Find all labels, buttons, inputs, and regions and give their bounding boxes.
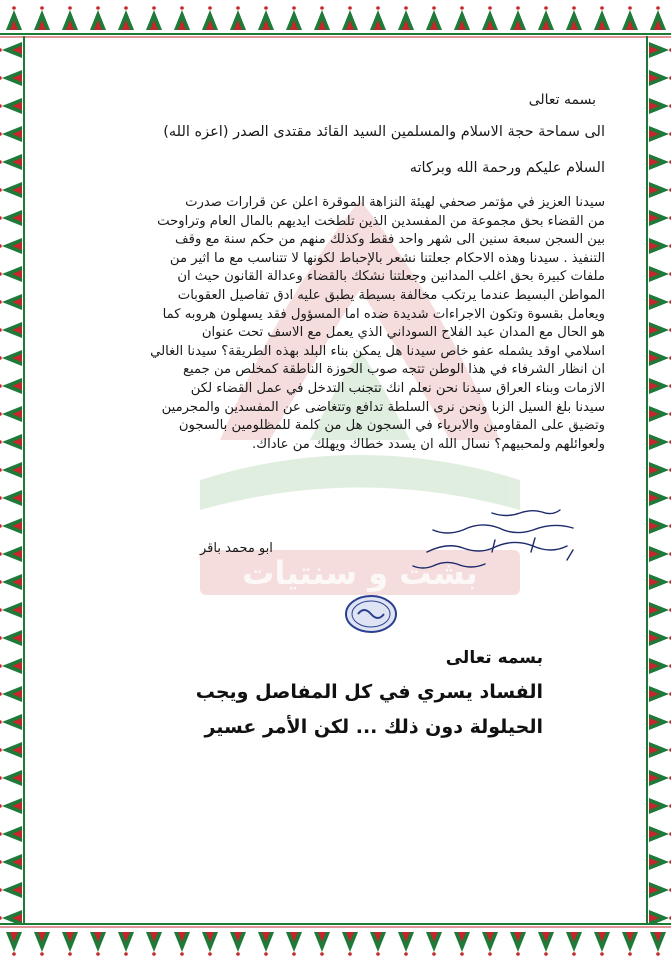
border-motif xyxy=(146,6,162,30)
body-line: من القضاء بحق مجموعة من المفسدين الذين تلطخت ايديهم بالمال العام وتراوحت xyxy=(157,213,605,229)
border-motif xyxy=(202,932,218,956)
border-motif xyxy=(510,932,526,956)
border-motif xyxy=(649,322,671,338)
border-motif xyxy=(0,182,22,198)
border-motif xyxy=(538,6,554,30)
border-motif xyxy=(286,6,302,30)
left-ornamental-border xyxy=(0,36,28,924)
body-line: وتضيق على المقاومين والابرياء في السجون هل من كلمة للمظلومين بالسجون xyxy=(178,418,605,434)
letter-greeting: السلام عليكم ورحمة الله وبركاته xyxy=(409,160,605,176)
border-motif xyxy=(649,882,671,898)
border-motif xyxy=(0,154,22,170)
border-motif xyxy=(0,714,22,730)
border-motif xyxy=(90,932,106,956)
border-motif xyxy=(34,6,50,30)
border-motif xyxy=(649,350,671,366)
border-motif xyxy=(0,490,22,506)
border-motif xyxy=(0,210,22,226)
border-motif xyxy=(0,574,22,590)
body-line: التنفيذ . سيدنا وهذه الاحكام جعلتنا نشعر بالإحباط لكونها لا تتناسب مع ما اثير من xyxy=(169,250,605,266)
reply-line-1: الفساد يسري في كل المفاصل ويجب xyxy=(195,681,543,703)
border-motif xyxy=(649,294,671,310)
border-motif xyxy=(6,932,22,956)
border-motif xyxy=(370,932,386,956)
letter-basmala: بسمه تعالى xyxy=(528,92,596,108)
border-motif xyxy=(622,932,638,956)
border-motif xyxy=(649,574,671,590)
border-motif xyxy=(649,98,671,114)
border-motif xyxy=(649,462,671,478)
border-motif xyxy=(594,6,610,30)
border-motif xyxy=(258,932,274,956)
border-motif xyxy=(0,462,22,478)
border-motif xyxy=(0,378,22,394)
border-motif xyxy=(649,126,671,142)
watermark-text: بشت و سنتيات xyxy=(242,554,478,592)
handwritten-reply xyxy=(335,498,585,583)
body-line: بين السجن سبعة سنين الى شهر واحد فقط وكذلك منهم من حكم سنة مع وقف xyxy=(175,232,605,248)
border-motif xyxy=(566,932,582,956)
body-line: ملفات كبيرة بحق اغلب المدانين وجعلتنا نشكك بالقضاء وعدالة القانون حيث ان xyxy=(177,269,605,285)
border-motif xyxy=(649,238,671,254)
letter-addressee: الى سماحة حجة الاسلام والمسلمين السيد القائد مقتدى الصدر (اعزه الله) xyxy=(163,124,605,140)
border-motif xyxy=(510,6,526,30)
border-motif xyxy=(566,6,582,30)
border-motif xyxy=(0,70,22,86)
border-motif xyxy=(482,6,498,30)
body-line: ويعامل بقسوة وتكون الاجراءات شديدة ضده اما المسؤول فقد يسهلون هروبه كما xyxy=(162,306,605,322)
bottom-ornamental-border xyxy=(0,920,671,960)
border-motif xyxy=(0,910,22,924)
body-line: المواطن البسيط عندما يرتكب مخالفة بسيطة يطبق عليه ادق تفاصيل العقوبات xyxy=(177,287,605,303)
border-motif xyxy=(649,798,671,814)
border-motif xyxy=(0,798,22,814)
body-line: اسلامي اوقد يشمله عفو خاص سيدنا هل يمكن بناء البلد بهذه الطريقة؟ سيدنا الغالي xyxy=(150,343,605,359)
border-motif xyxy=(538,932,554,956)
border-motif xyxy=(118,932,134,956)
border-motif xyxy=(0,770,22,786)
border-motif xyxy=(454,932,470,956)
border-motif xyxy=(649,70,671,86)
border-motif xyxy=(649,546,671,562)
border-motif xyxy=(0,98,22,114)
border-motif xyxy=(0,406,22,422)
body-line: سيدنا بلغ السيل الزبا ونحن نرى السلطة تدافع وتتغاضى عن المفسدين والمجرمين xyxy=(161,399,605,415)
border-motif xyxy=(0,294,22,310)
border-motif xyxy=(6,6,22,30)
border-motif xyxy=(650,932,666,956)
border-motif xyxy=(0,742,22,758)
border-motif xyxy=(0,546,22,562)
border-motif xyxy=(649,686,671,702)
body-line: هو الحال مع المدان عبد الفلاح السوداني الذي يعمل مع الاسف تحت عنوان xyxy=(201,325,605,341)
border-motif xyxy=(426,6,442,30)
body-line: الازمات وبناء العراق سيدنا نحن نعلم انك تتجنب التدخل في عمل القضاء لكن xyxy=(190,380,605,396)
border-motif xyxy=(90,6,106,30)
border-motif xyxy=(594,932,610,956)
border-motif xyxy=(649,630,671,646)
border-motif xyxy=(314,6,330,30)
border-motif xyxy=(0,42,22,58)
border-motif xyxy=(398,932,414,956)
border-motif xyxy=(0,658,22,674)
border-motif xyxy=(0,630,22,646)
border-motif xyxy=(0,238,22,254)
border-motif xyxy=(174,6,190,30)
border-motif xyxy=(0,266,22,282)
border-motif xyxy=(34,932,50,956)
border-motif xyxy=(482,932,498,956)
border-motif xyxy=(649,658,671,674)
border-motif xyxy=(649,210,671,226)
border-motif xyxy=(649,518,671,534)
border-motif xyxy=(649,42,671,58)
border-motif xyxy=(426,932,442,956)
signature-name: ابو محمد باقر xyxy=(200,541,273,556)
right-ornamental-border xyxy=(643,36,671,924)
border-motif xyxy=(649,434,671,450)
border-motif xyxy=(0,854,22,870)
border-motif xyxy=(649,602,671,618)
border-motif xyxy=(286,932,302,956)
border-motif xyxy=(0,686,22,702)
border-motif xyxy=(230,932,246,956)
reply-basmala: بسمه تعالى xyxy=(445,648,543,668)
border-motif xyxy=(62,932,78,956)
border-motif xyxy=(62,6,78,30)
border-motif xyxy=(622,6,638,30)
border-motif xyxy=(370,6,386,30)
border-motif xyxy=(0,126,22,142)
border-motif xyxy=(649,266,671,282)
border-motif xyxy=(202,6,218,30)
border-motif xyxy=(649,714,671,730)
office-seal-stamp xyxy=(344,594,398,634)
border-motif xyxy=(649,378,671,394)
border-motif xyxy=(649,910,671,924)
border-motif xyxy=(649,742,671,758)
border-motif xyxy=(0,350,22,366)
top-ornamental-border xyxy=(0,0,671,40)
border-motif xyxy=(230,6,246,30)
letter-body xyxy=(60,194,605,454)
reply-line-2: الحيلولة دون ذلك ... لكن الأمر عسير xyxy=(204,716,543,738)
border-motif xyxy=(0,322,22,338)
border-motif xyxy=(314,932,330,956)
border-motif xyxy=(118,6,134,30)
border-motif xyxy=(649,154,671,170)
border-motif xyxy=(0,882,22,898)
border-motif xyxy=(342,6,358,30)
border-motif xyxy=(650,6,666,30)
border-motif xyxy=(258,6,274,30)
border-motif xyxy=(454,6,470,30)
border-motif xyxy=(649,770,671,786)
border-motif xyxy=(649,490,671,506)
border-motif xyxy=(649,406,671,422)
border-motif xyxy=(0,434,22,450)
body-line: سيدنا العزيز في مؤتمر صحفي لهيئة النزاهة الموقرة اعلن عن قرارات صدرت xyxy=(185,195,605,210)
body-line: ولعوائلهم ولمحبيهم؟ نسال الله ان يسدد خطاك ويهلك من عاداك. xyxy=(252,436,605,452)
border-motif xyxy=(649,182,671,198)
border-motif xyxy=(342,932,358,956)
border-motif xyxy=(649,826,671,842)
border-motif xyxy=(649,854,671,870)
border-motif xyxy=(0,518,22,534)
border-motif xyxy=(146,932,162,956)
border-motif xyxy=(398,6,414,30)
border-motif xyxy=(0,602,22,618)
border-motif xyxy=(0,826,22,842)
border-motif xyxy=(174,932,190,956)
body-line: ان انظار الشرفاء في هذا الوطن تتجه صوب الحوزة الناطقة كمخلص من جميع xyxy=(183,362,605,378)
